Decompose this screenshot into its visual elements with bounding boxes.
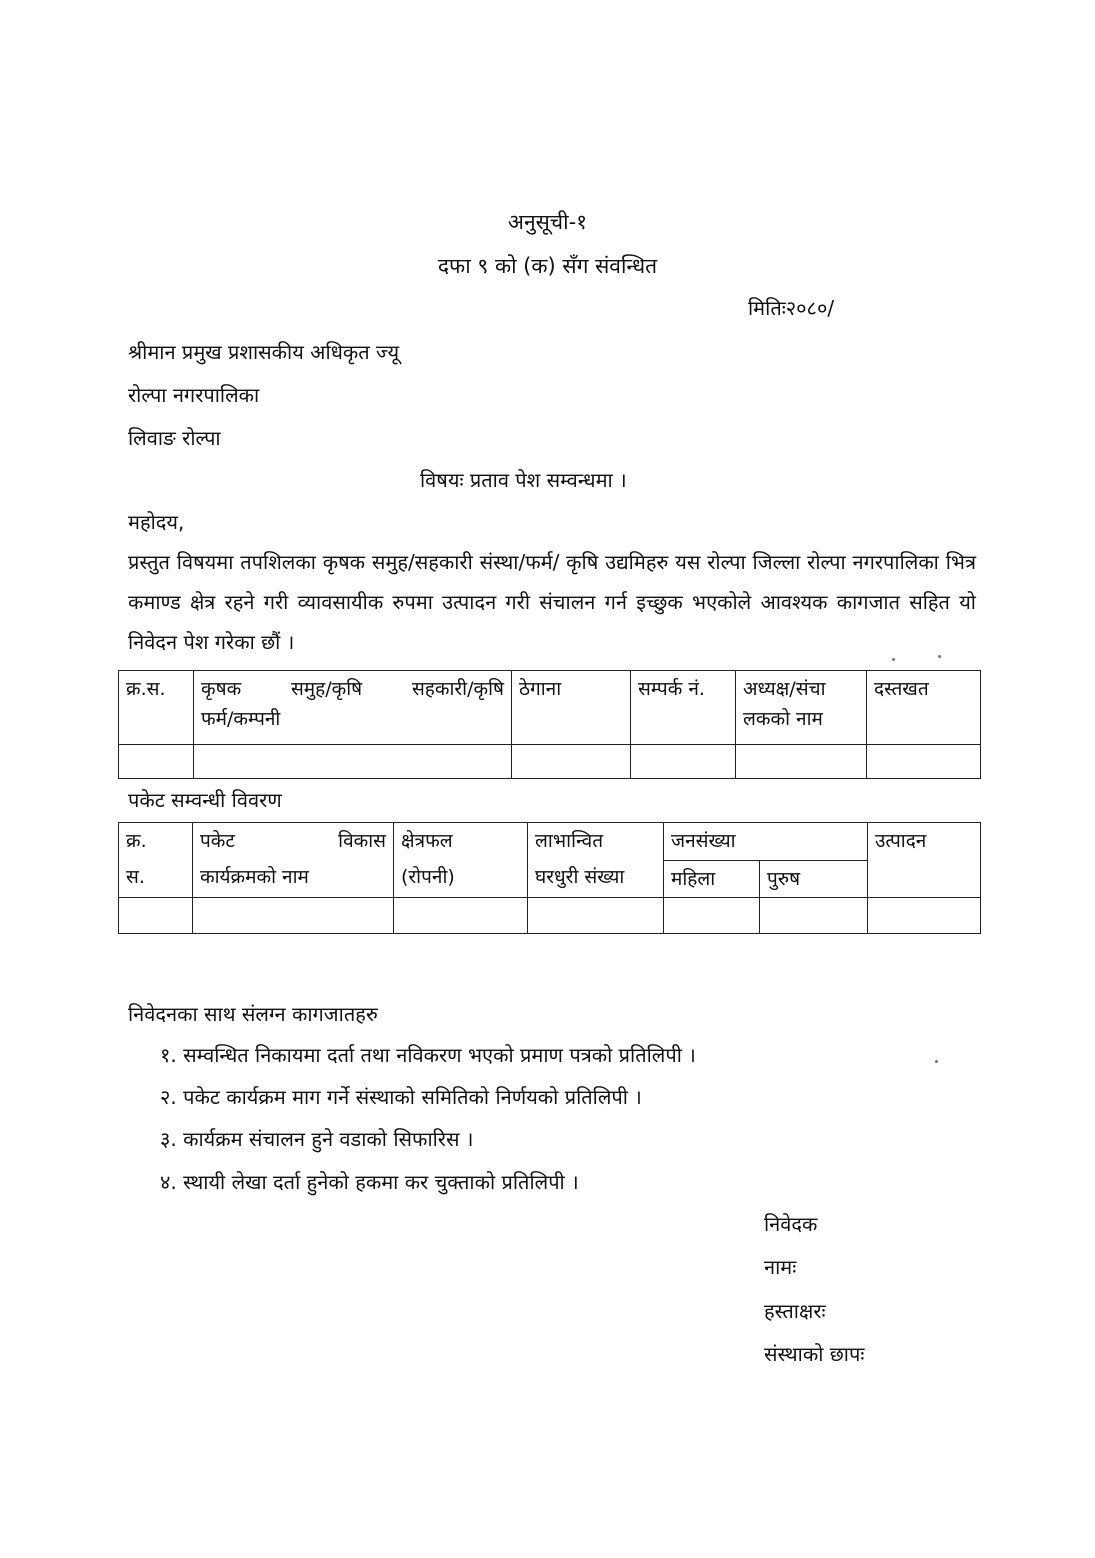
attachment-item: ३. कार्यक्रम संचालन हुने वडाको सिफारिस । [160,1127,474,1151]
pocket-header-area-line-1: क्षेत्रफल [401,830,453,852]
applicant-table-row [119,745,981,779]
attachment-item: ४. स्थायी लेखा दर्ता हुनेको हकमा कर चुक्ताको प्रतिलिपी । [160,1170,579,1194]
cell-empty [736,745,867,779]
body-paragraph: प्रस्तुत विषयमा तपशिलका कृषक समुह/सहकारी संस्था/फर्म/ कृषि उद्यमिहरु यस रोल्पा जिल्ला रोल्पा नगरपालिका भित्र कमाण्ड क्षेत्र रहने गरी व्यावसायीक रुपमा उत्पादन गरी संचालन गर्न इच्छुक भएकोले आवश्यक कागजात सहित यो निवेदन पेश गरेका छौं । [128,550,976,654]
header-chairperson-line-1: अध्यक्ष/संचा [743,678,826,700]
name-label: नामः [764,1255,797,1279]
pocket-section-title: पकेट सम्वन्धी विवरण [128,788,282,812]
scan-speck [892,658,895,661]
pocket-header-program-word-2: विकास [338,830,386,852]
pocket-table-header-row-1 [119,823,981,861]
cell-empty [394,898,528,934]
schedule-title: अनुसूची-१ [507,210,588,234]
header-group-name [194,671,512,745]
applicant-table [118,670,981,779]
pocket-table-row [119,898,981,934]
addressee-line-1: श्रीमान प्रमुख प्रशासकीय अधिकृत ज्यू [128,340,400,364]
scan-speck [938,655,941,658]
stamp-label: संस्थाको छापः [764,1342,865,1366]
cell-empty [760,898,868,934]
header-group-word-2: समुह/कृषि [290,678,363,700]
header-group-word-1: कृषक [201,678,242,700]
addressee-line-2: रोल्पा नगरपालिका [128,383,260,407]
cell-empty [528,898,664,934]
pocket-header-male: पुरुष [760,861,868,898]
pocket-header-female: महिला [664,861,760,898]
cell-empty [868,898,981,934]
scan-speck [935,1060,938,1063]
pocket-header-production: उत्पादन [868,823,981,898]
pocket-header-program-line-2: कार्यक्रमको नाम [200,866,309,888]
attachment-item: २. पकेट कार्यक्रम माग गर्ने संस्थाको समितिको निर्णयको प्रतिलिपी । [160,1085,642,1109]
header-chairperson [736,671,867,745]
signature-label: हस्ताक्षरः [764,1299,826,1323]
header-serial: क्र.स. [119,671,194,745]
salutation: महोदय, [128,510,185,534]
pocket-header-serial-line-1: क्र. [126,830,147,852]
date-field: मितिः२०८०/ [748,296,835,320]
pocket-header-population: जनसंख्या [664,823,868,861]
pocket-header-households-line-2: घरधुरी संख्या [535,866,625,888]
header-contact: सम्पर्क नं. [631,671,736,745]
cell-empty [119,898,193,934]
header-chairperson-line-2: लकको नाम [743,708,823,730]
header-group-line-2: फर्म/कम्पनी [201,708,281,730]
pocket-header-households-line-1: लाभान्वित [535,830,604,852]
attachments-title: निवेदनका साथ संलग्न कागजातहरु [128,1002,378,1026]
cell-empty [867,745,981,779]
header-group-word-3: सहकारी/कृषि [411,678,504,700]
attachment-item: १. सम्वन्धित निकायमा दर्ता तथा नविकरण भएको प्रमाण पत्रको प्रतिलिपी । [160,1043,696,1067]
pocket-header-area [394,823,528,898]
header-signature: दस्तखत [867,671,981,745]
applicant-table-header [119,671,981,745]
schedule-subtitle: दफा ९ को (क) सँग संवन्धित [437,254,658,278]
pocket-header-area-line-2: (रोपनी) [401,866,455,888]
header-address: ठेगाना [512,671,631,745]
addressee-line-3: लिवाङ रोल्पा [128,426,221,450]
pocket-header-program-word-1: पकेट [200,830,235,852]
subject-line: विषयः प्रताव पेश सम्वन्धमा । [420,468,627,492]
cell-empty [631,745,736,779]
pocket-header-serial-line-2: स. [126,866,145,888]
pocket-header-program [193,823,394,898]
cell-empty [194,745,512,779]
pocket-header-households [528,823,664,898]
cell-empty [512,745,631,779]
cell-empty [119,745,194,779]
cell-empty [193,898,394,934]
applicant-label: निवेदक [764,1212,818,1236]
pocket-table [118,822,981,934]
pocket-header-serial [119,823,193,898]
cell-empty [664,898,760,934]
